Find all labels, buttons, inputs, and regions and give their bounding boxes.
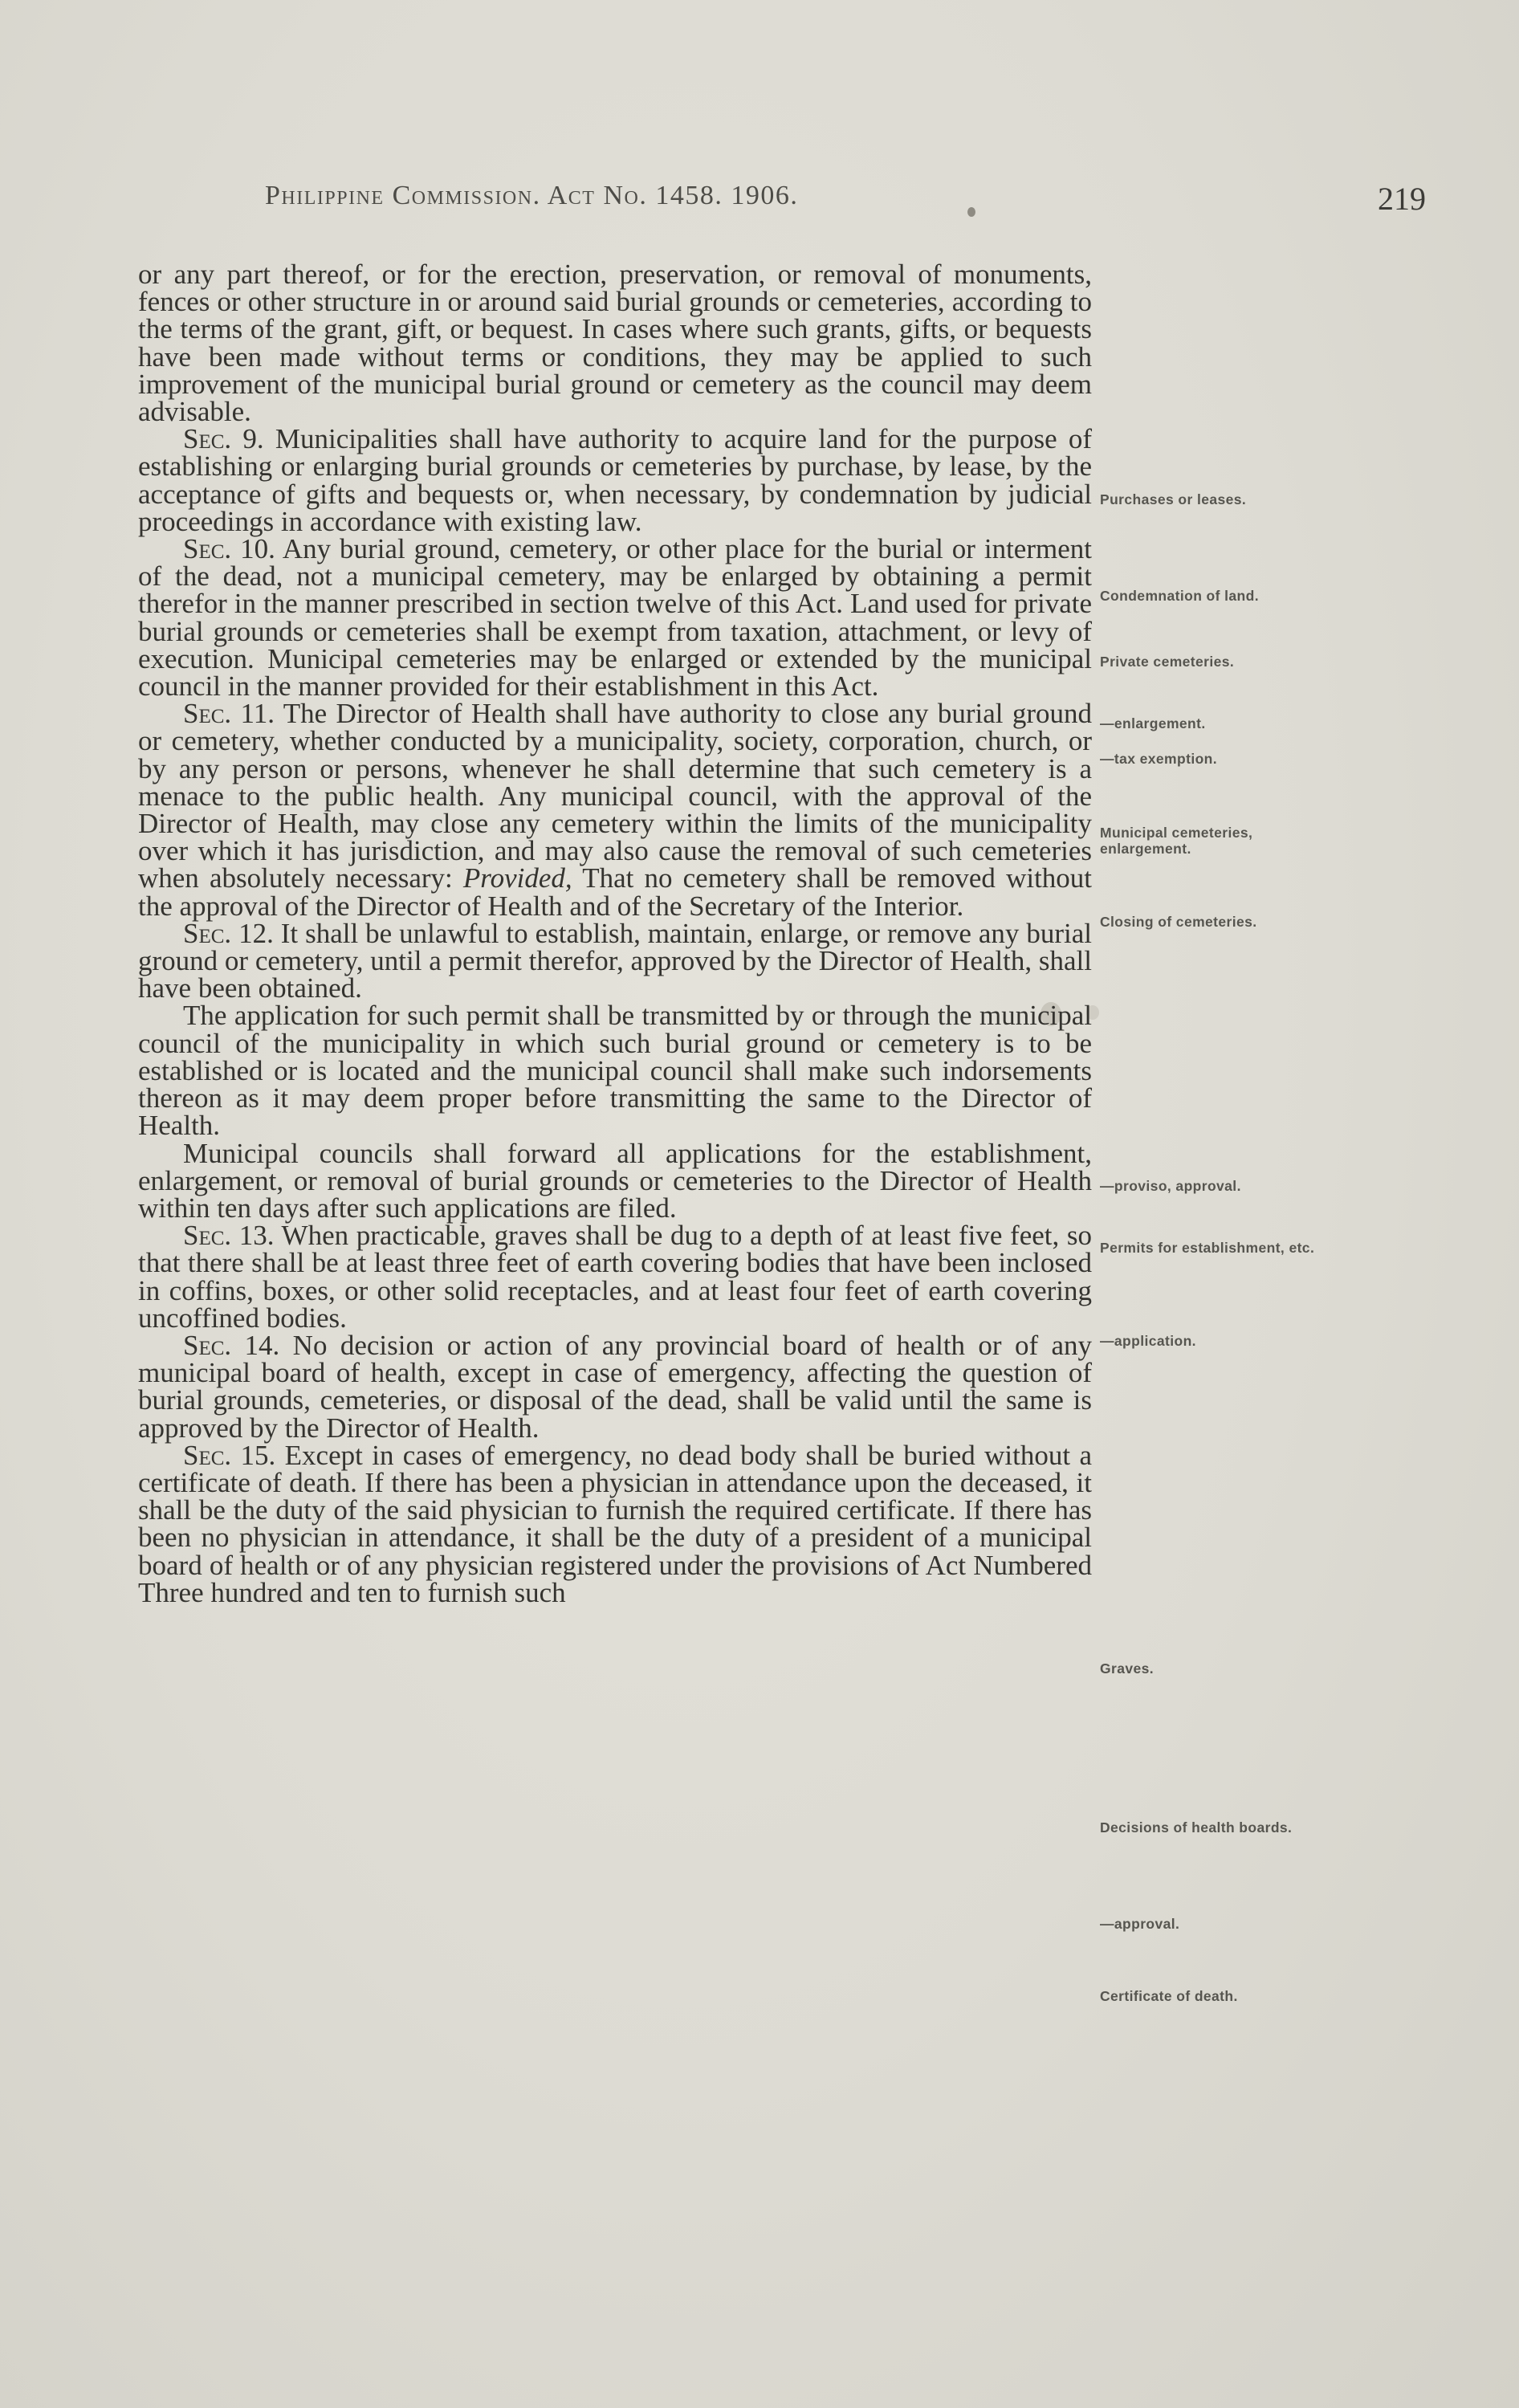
- body-text: [138, 261, 1092, 1607]
- paper-blemish: [967, 207, 975, 217]
- proviso-word: Provided,: [462, 862, 572, 894]
- running-head: Philippine Commission. Act No. 1458. 1906.: [265, 181, 799, 210]
- section-label: Sec. 14.: [183, 1329, 280, 1361]
- forward-paragraph: Municipal councils shall forward all applications for the establishment, enlargement, or removal of burial grounds or cemeteries to the Director of Health within ten days after such applications are filed.: [138, 1137, 1092, 1224]
- margin-note-closing: Closing of cemeteries.: [1100, 914, 1257, 930]
- margin-note-graves: Graves.: [1100, 1660, 1155, 1677]
- section-13: [138, 1222, 1092, 1332]
- section-9: [138, 423, 1093, 537]
- section-text: When practicable, graves shall be dug to a depth of at least five feet, so that there shall be at least three feet of earth covering bodies that have been inclosed in coffins, boxes, or other solid receptacles, and at least four feet of earth covering uncoffined bodies.: [138, 1220, 1092, 1334]
- margin-note-permits: Permits for establishment, etc.: [1100, 1240, 1315, 1256]
- section-label: Sec. 12.: [183, 917, 274, 949]
- section-text: Municipalities shall have authority to acquire land for the purpose of establishing or enlarging burial grounds or cemeteries by purchase, by lease, by the acceptance of gifts and bequests or, when necessary, by condemnation by judicial proceedings in accordance with existing law.: [138, 423, 1093, 537]
- application-paragraph: The application for such permit shall be transmitted by or through the municipal council of the municipality in which such burial ground or cemetery is to be established or is located and the municipal council shall make such indorsements thereon as it may deem proper before transmitting the same to the Director of Health.: [138, 1000, 1092, 1142]
- section-text: It shall be unlawful to establish, maintain, enlarge, or remove any burial ground or cemetery, until a permit therefor, approved by the Director of Health, shall have been obtained.: [138, 917, 1092, 1004]
- section-text: Any burial ground, cemetery, or other place for the burial or interment of the dead, not a municipal cemetery, may be enlarged by obtaining a permit therefor in the manner prescribed in section twelve of this Act. Land used for private burial grounds or cemeteries shall be exempt from taxation, attachment, or levy of execution. Municipal cemeteries may be enlarged or extended by the municipal council in the manner provided for their establishment in this Act.: [138, 533, 1092, 703]
- section-text: No decision or action of any provincial board of health or of any municipal board of health, except in case of emergency, affecting the question of burial grounds, cemeteries, or disposal of the dead, shall be valid until the same is approved by the Director of Health.: [138, 1329, 1093, 1444]
- proviso-text: That no cemetery shall be removed without the approval of the Director of Health and of the Secretary of the Interior.: [138, 862, 1093, 922]
- margin-note-application: —application.: [1100, 1333, 1196, 1349]
- section-label: Sec. 9.: [183, 423, 264, 455]
- section-label: Sec. 13.: [183, 1220, 275, 1252]
- section-12: [138, 917, 1092, 1004]
- section-15: [138, 1439, 1092, 1608]
- margin-note-purchases: Purchases or leases.: [1100, 491, 1247, 507]
- section-10: [138, 533, 1092, 703]
- paragraph-continuation: or any part thereof, or for the erection, preservation, or removal of monuments, fences or other structure in or around said burial grounds or cemeteries, according to the terms of the grant, gift, or bequest. In cases where such grants, gifts, or bequests have been made without terms or conditions, they may be applied to such improvement of the municipal burial ground or cemetery as the council may deem advisable.: [138, 259, 1092, 428]
- margin-note-approval: —approval.: [1100, 1916, 1180, 1932]
- section-text: Except in cases of emergency, no dead body shall be buried without a certificate of death. If there has been a physician in attendance upon the deceased, it shall be the duty of the said physician to furnish the required certificate. If there has been no physician in attendance, it shall be the duty of a president of a municipal board of health or of any physician registered under the provisions of Act Numbered Three hundred and ten to furnish such: [138, 1439, 1092, 1608]
- section-14: [138, 1329, 1093, 1444]
- section-label: Sec. 11.: [183, 698, 275, 730]
- margin-note-decisions: Decisions of health boards.: [1100, 1819, 1293, 1836]
- section-label: Sec. 10.: [183, 533, 275, 565]
- margin-note-enlargement: —enlargement.: [1100, 715, 1206, 731]
- section-label: Sec. 15.: [183, 1439, 276, 1471]
- margin-note-tax-exemption: —tax exemption.: [1100, 751, 1218, 767]
- margin-note-municipal-cemeteries: Municipal cemeteries, enlargement.: [1100, 825, 1253, 857]
- section-11: [138, 700, 1092, 920]
- margin-note-condemnation: Condemnation of land.: [1100, 588, 1259, 604]
- margin-note-proviso: —proviso, approval.: [1100, 1178, 1241, 1194]
- section-text: The Director of Health shall have authority to close any burial ground or cemetery, whether conducted by a municipality, society, corporation, church, or by any person or persons, whenever he shall determine that such cemetery is a menace to the public health. Any municipal council, with the approval of the Director of Health, may close any cemetery within the limits of the municipality over which it has jurisdiction, and may also cause the removal of such cemeteries when absolutely necessary:: [138, 698, 1092, 894]
- margin-note-certificate: Certificate of death.: [1100, 1988, 1238, 2004]
- page-number: 219: [1378, 181, 1426, 217]
- margin-note-private-cemeteries: Private cemeteries.: [1100, 654, 1235, 670]
